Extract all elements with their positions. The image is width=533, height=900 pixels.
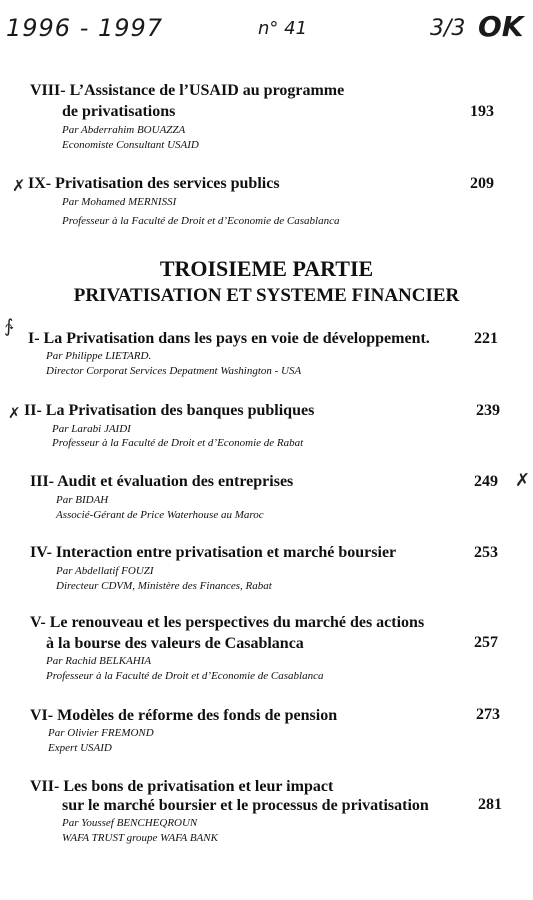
- part-subtitle: PRIVATISATION ET SYSTEME FINANCIER: [73, 285, 460, 306]
- toc-entry-iii-author: Par BIDAH: [56, 494, 109, 506]
- toc-entry-vi-role: Expert USAID: [48, 742, 112, 754]
- toc-entry-ii-author: Par Larabi JAIDI: [52, 423, 131, 435]
- toc-entry-ix-page: 209: [470, 175, 494, 192]
- handwritten-number: n° 41: [258, 18, 308, 39]
- toc-entry-viii-author: Par Abderrahim BOUAZZA: [62, 124, 186, 136]
- toc-entry-vii-title-line1: VII- Les bons de privatisation et leur impact: [30, 778, 334, 795]
- toc-entry-i-author: Par Philippe LIETARD.: [46, 350, 152, 362]
- toc-entry-ii-page: 239: [476, 402, 500, 419]
- toc-entry-i-page: 221: [474, 330, 498, 347]
- handwritten-page-ratio: 3/3: [430, 16, 466, 41]
- toc-entry-vi-title: VI- Modèles de réforme des fonds de pension: [30, 707, 338, 724]
- toc-entry-ix-author: Par Mohamed MERNISSI: [62, 196, 177, 208]
- toc-entry-v-page: 257: [474, 634, 498, 651]
- toc-entry-vi-author: Par Olivier FREMOND: [48, 727, 154, 739]
- toc-entry-viii-title-line2: de privatisations: [62, 103, 176, 120]
- toc-entry-vii-title-line2: sur le marché boursier et le processus de privatisation: [62, 797, 429, 814]
- toc-entry-v-title-line1: V- Le renouveau et les perspectives du marché des actions: [30, 614, 425, 631]
- toc-entry-ix-title: IX- Privatisation des services publics: [28, 175, 280, 192]
- toc-entry-viii-role: Economiste Consultant USAID: [62, 139, 199, 151]
- toc-entry-i-role: Director Corporat Services Depatment Washington - USA: [46, 365, 302, 377]
- toc-entry-iii-page: 249: [474, 473, 498, 490]
- toc-entry-ii-role: Professeur à la Faculté de Droit et d’Economie de Rabat: [52, 437, 304, 449]
- toc-entry-iv-author: Par Abdellatif FOUZI: [56, 565, 154, 577]
- toc-entry-i-title: I- La Privatisation dans les pays en voie de développement.: [28, 330, 430, 347]
- toc-entry-ii-title: II- La Privatisation des banques publiques: [24, 402, 315, 419]
- toc-entry-ix-role: Professeur à la Faculté de Droit et d’Economie de Casablanca: [62, 215, 340, 227]
- toc-entry-iii-role: Associé-Gérant de Price Waterhouse au Maroc: [56, 509, 264, 521]
- toc-entry-iv-title: IV- Interaction entre privatisation et marché boursier: [30, 544, 397, 561]
- handwritten-check-mark: ✗: [515, 470, 531, 491]
- toc-entry-vii-role: WAFA TRUST groupe WAFA BANK: [62, 832, 218, 844]
- handwritten-ok: OK: [478, 10, 524, 43]
- handwritten-check-mark: ✗: [12, 176, 26, 195]
- handwritten-check-mark: ✗: [8, 404, 21, 422]
- toc-entry-viii-page: 193: [470, 103, 494, 120]
- part-title: TROISIEME PARTIE: [159, 256, 374, 281]
- toc-entry-vii-page: 281: [478, 796, 502, 813]
- toc-entry-iv-page: 253: [474, 544, 498, 561]
- toc-entry-vi-page: 273: [476, 706, 500, 723]
- toc-entry-iii-title: III- Audit et évaluation des entreprises: [30, 473, 294, 490]
- toc-entry-v-author: Par Rachid BELKAHIA: [46, 655, 152, 667]
- handwritten-years: 1996 - 1997: [6, 14, 164, 42]
- toc-entry-v-role: Professeur à la Faculté de Droit et d’Economie de Casablanca: [46, 670, 324, 682]
- toc-entry-viii-title-line1: VIII- L’Assistance de l’USAID au programme: [30, 82, 345, 99]
- handwritten-mark: ∱: [4, 316, 14, 337]
- toc-entry-vii-author: Par Youssef BENCHEQROUN: [62, 817, 198, 829]
- toc-entry-iv-role: Directeur CDVM, Ministère des Finances, Rabat: [56, 580, 272, 592]
- toc-entry-v-title-line2: à la bourse des valeurs de Casablanca: [46, 635, 304, 652]
